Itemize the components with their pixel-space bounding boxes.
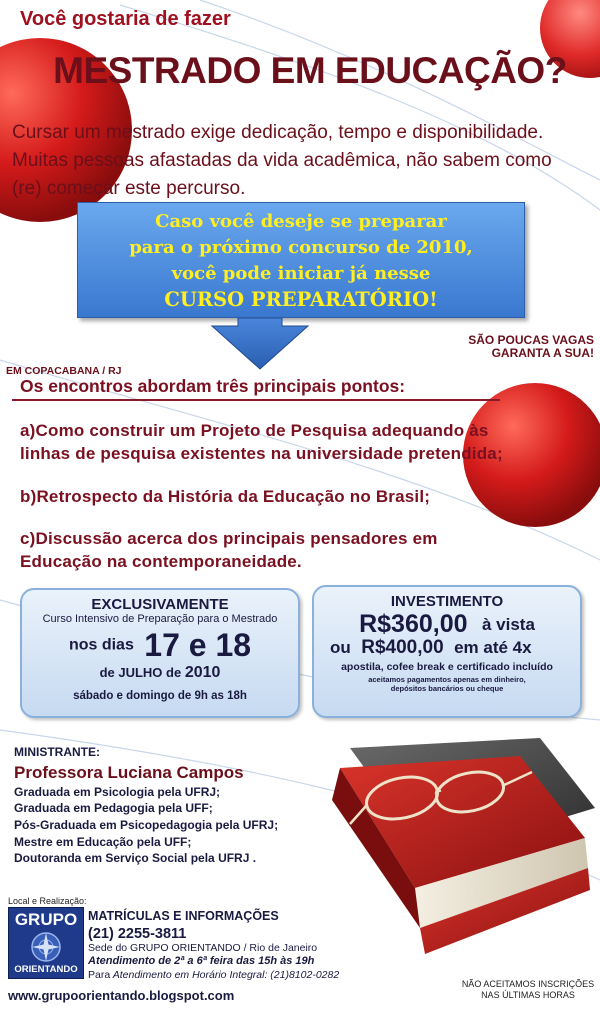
late-registration-notice [458,979,598,1001]
point-a [20,419,598,465]
point-b: b)Retrospecto da História da Educação no Brasil; [20,487,431,506]
point-a-line-1: a)Como construir um Projeto de Pesquisa adequando às [20,421,489,440]
payment-methods [314,675,580,693]
heading-divider [12,399,500,401]
intro-line-1: Cursar um mestrado exige dedicação, tempo e disponibilidade. [12,122,544,143]
contact-phone: (21) 2255-3811 [88,926,187,942]
point-c [20,527,598,573]
schedule-month [22,664,298,682]
banner-line-3: você pode iniciar já nesse [171,263,431,284]
schedule-title: EXCLUSIVAMENTE [91,596,229,613]
payment-line-2: depósitos bancários ou cheque [390,684,504,693]
payment-line-1: aceitamos pagamentos apenas em dinheiro, [368,675,526,684]
grupo-orientando-logo [8,907,84,979]
month-prefix: de JULHO de [99,665,182,680]
credential-item: Mestre em Educação pela UFF; [14,835,192,849]
instructor-name: Professora Luciana Campos [14,763,244,782]
credential-item: Pós-Graduada em Psicopedagogia pela UFRJ; [14,818,279,832]
integral-prefix: Para [88,969,111,981]
vagas-line-1: SÃO POUCAS VAGAS [468,333,594,347]
location-label: EM COPACABANA / RJ [6,365,122,377]
schedule-subtitle: Curso Intensivo de Preparação para o Mestrado [42,613,278,625]
schedule-box [20,588,300,718]
organizer-label: Local e Realização: [8,896,87,906]
credential-item: Graduada em Psicologia pela UFRJ; [14,785,221,799]
intro-line-2: Muitas pessoas afastadas da vida acadêmica, não sabem como [12,150,552,171]
banner-line-2: para o próximo concurso de 2010, [129,237,473,258]
notice-line-2: NAS ÚLTIMAS HORAS [481,990,575,1000]
limited-spots-notice [468,334,594,360]
banner-line-1: Caso você deseje se preparar [155,211,447,232]
days-prefix: nos dias [68,636,134,654]
price-installment-suffix: em até 4x [454,638,532,657]
price-title: INVESTIMENTO [390,593,504,610]
course-banner [77,202,525,318]
banner-line-4: CURSO PREPARATÓRIO! [164,288,438,311]
days-value: 17 e 18 [144,627,252,663]
price-includes: apostila, cofee break e certificado incluído [341,661,553,673]
instructor-label: MINISTRANTE: [14,745,100,759]
contact-address: Sede do GRUPO ORIENTANDO / Rio de Janeiro [88,942,318,954]
point-c-line-2: Educação na contemporaneidade. [20,552,302,571]
book-with-glasses-image [310,728,598,960]
price-cash-suffix: à vista [481,614,535,634]
contact-integral [88,969,339,981]
price-installment: R$400,00 [361,637,444,658]
schedule-days [22,627,298,664]
credential-item: Graduada em Pedagogia pela UFF; [14,801,213,815]
page-title: MESTRADO EM EDUCAÇÃO? [53,50,567,91]
points-heading: Os encontros abordam três principais pontos: [20,376,406,396]
point-c-line-1: c)Discussão acerca dos principais pensadores em [20,529,438,548]
intro-heading: Você gostaria de fazer [20,8,231,30]
website-link[interactable]: www.grupoorientando.blogspot.com [8,988,235,1003]
point-a-line-2: linhas de pesquisa existentes na universidade pretendida; [20,444,503,463]
schedule-hours: sábado e domingo de 9h as 18h [73,690,247,702]
price-cash: R$360,00 [359,610,468,638]
integral-text: Atendimento em Horário Integral: (21)8102-0282 [112,969,340,981]
price-installment-row [314,637,580,659]
credential-item: Doutoranda em Serviço Social pela UFRJ . [14,851,257,865]
intro-paragraph [12,119,592,203]
contact-title: MATRÍCULAS E INFORMAÇÕES [88,909,279,923]
year-value: 2010 [184,664,221,681]
intro-line-3: (re) começar este percurso. [12,178,246,199]
notice-line-1: NÃO ACEITAMOS INSCRIÇÕES [461,979,595,989]
vagas-line-2: GARANTA A SUA! [491,346,594,360]
down-arrow-icon [210,318,310,370]
price-or: ou [330,638,351,657]
logo-bottom-text: ORIENTANDO [14,964,78,975]
contact-hours: Atendimento de 2ª a 6ª feira das 15h às 19h [88,955,315,967]
price-box [312,585,582,718]
price-cash-row [314,610,580,639]
logo-top-text: GRUPO [14,910,78,929]
compass-icon [9,930,83,964]
